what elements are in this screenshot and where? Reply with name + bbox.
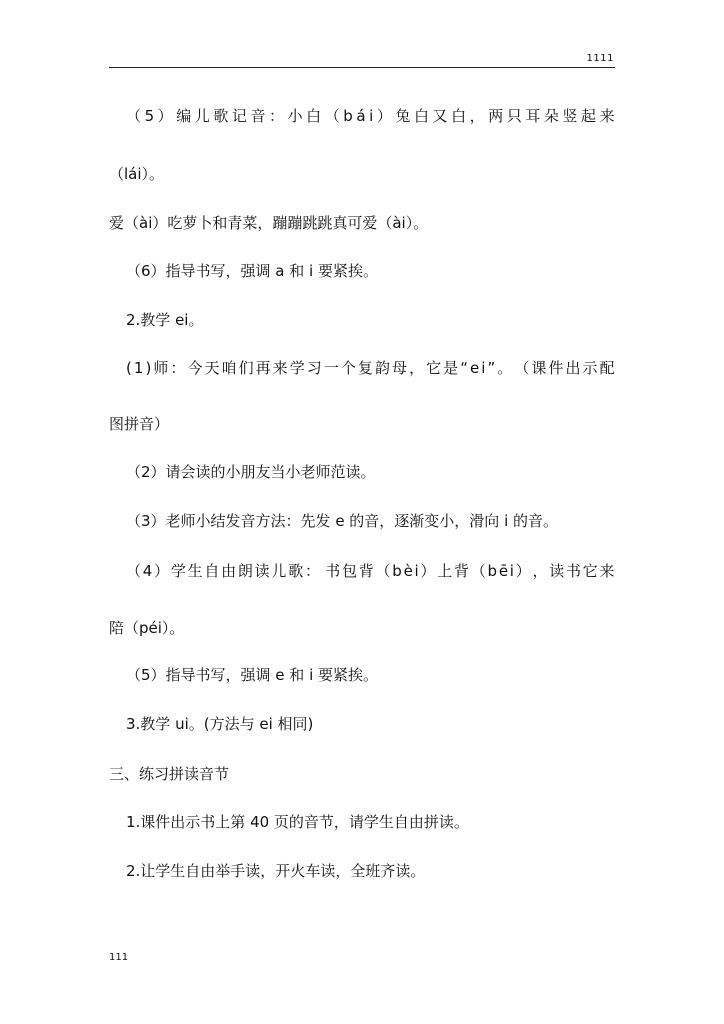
paragraph-line-5: 2.教学 ei。 (126, 311, 204, 329)
paragraph-line-4: （6）指导书写，强调 a 和 i 要紧挨。 (126, 262, 378, 280)
paragraph-line-1: （ 5 ） 编 儿 歌 记 音 ： 小 白 （ b á i ） 兔 白 又 白 ， 两 只 耳 朵 竖 起 来 (126, 107, 615, 125)
paragraph-line-2: （lái）。 (109, 165, 165, 183)
paragraph-line-11: 陪（péi）。 (109, 619, 185, 637)
paragraph-line-8: （2）请会读的小朋友当小老师范读。 (126, 463, 376, 481)
paragraph-line-13: 3.教学 ui。(方法与 ei 相同) (126, 715, 314, 733)
paragraph-line-12: （5）指导书写，强调 e 和 i 要紧挨。 (126, 666, 379, 684)
paragraph-line-3: 爱（ài）吃萝卜和青菜，蹦蹦跳跳真可爱（ài）。 (109, 214, 429, 232)
section-heading: 三、练习拼读音节 (109, 765, 230, 783)
paragraph-line-16: 2.让学生自由举手读，开火车读，全班齐读。 (126, 862, 426, 880)
header-page-number: 1111 (586, 53, 614, 64)
paragraph-line-10: （ 4 ） 学 生 自 由 朗 读 儿 歌 ： 书 包 背 （ b è i ） 上 背 （ b ē i ） ， 读 书 它 来 (126, 562, 615, 580)
paragraph-line-15: 1.课件出示书上第 40 页的音节，请学生自由拼读。 (126, 813, 469, 831)
footer-page-number: 111 (109, 952, 129, 963)
paragraph-line-7: 图拼音） (109, 415, 170, 433)
header-divider (109, 67, 615, 68)
paragraph-line-9: （3）老师小结发音方法：先发 e 的音，逐渐变小，滑向 i 的音。 (126, 512, 559, 530)
paragraph-line-6: ( 1 ) 师 ： 今 天 咱 们 再 来 学 习 一 个 复 韵 母 ， 它 是 “ e i ” 。 （ 课 件 出 示 配 (126, 359, 615, 377)
